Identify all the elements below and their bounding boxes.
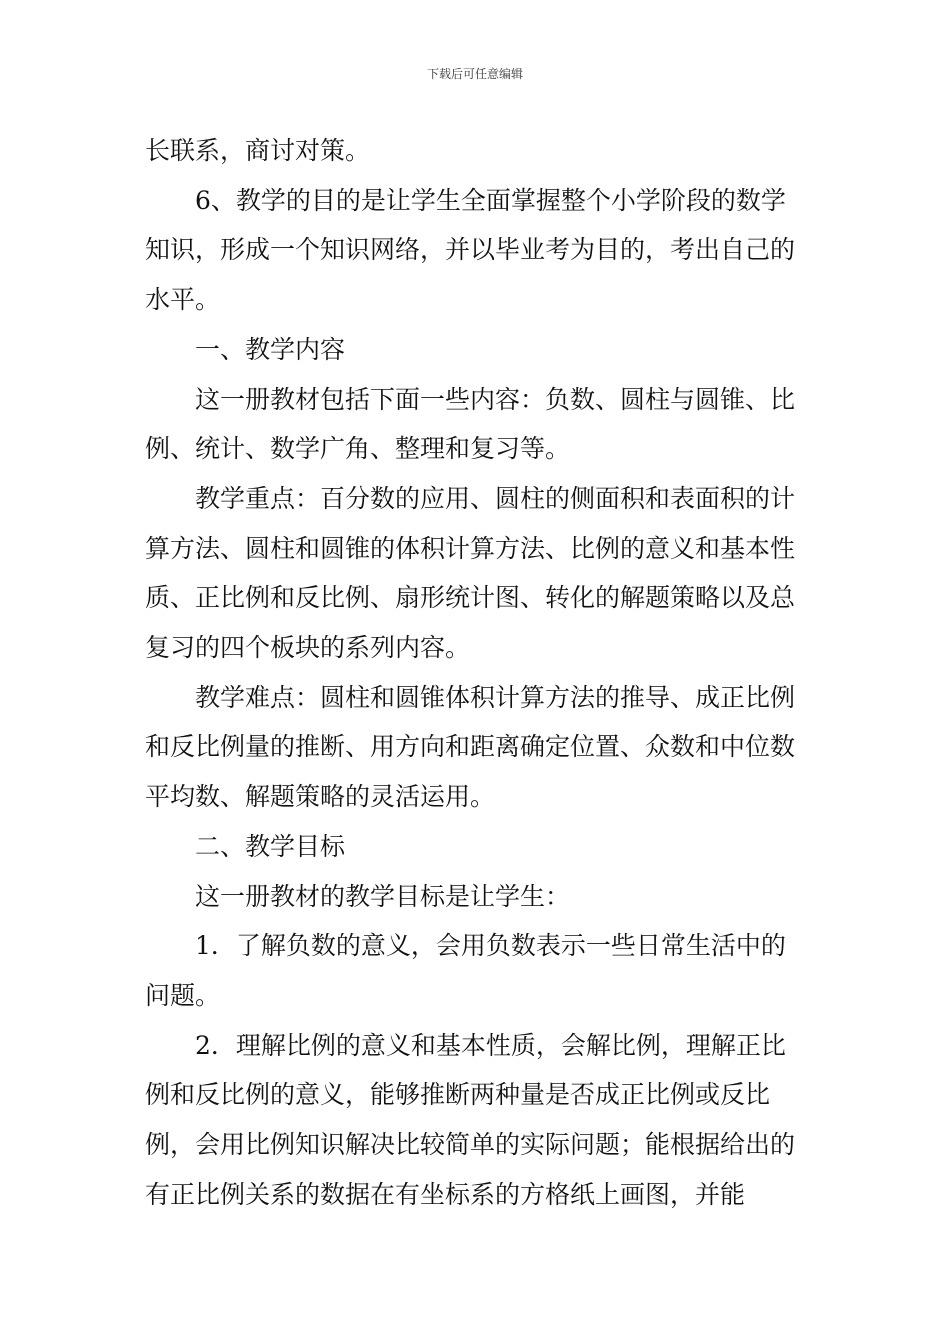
paragraph-difficult-points: 教学难点：圆柱和圆锥体积计算方法的推导、成正比例和反比例量的推断、用方向和距离确定位置、众数和中位数平均数、解题策略的灵活运用。: [145, 682, 796, 812]
paragraph-item-6: 6、教学的目的是让学生全面掌握整个小学阶段的数学知识，形成一个知识网络，并以毕业考为目的，考出自己的水平。: [145, 185, 796, 315]
paragraph-goal-1: 1．了解负数的意义，会用负数表示一些日常生活中的问题。: [145, 931, 786, 1010]
paragraph-goal-2: 2．理解比例的意义和基本性质，会解比例，理解正比例和反比例的意义，能够推断两种量是否成正比例或反比例，会用比例知识解决比较简单的实际问题；能根据给出的有正比例关系的数据在有坐标系的方格纸上画图，并能: [145, 1030, 796, 1209]
section-heading-teaching-content: 一、教学内容: [195, 334, 346, 364]
paragraph-content-overview: 这一册教材包括下面一些内容：负数、圆柱与圆锥、比例、统计、数学广角、整理和复习等。: [145, 384, 796, 464]
paragraph-goals-intro: 这一册教材的教学目标是让学生：: [195, 881, 571, 911]
document-body: [145, 126, 810, 1219]
page-header: 下载后可任意编辑: [426, 67, 523, 81]
paragraph-continuation: 长联系，商讨对策。: [145, 136, 371, 165]
paragraph-key-points: 教学重点：百分数的应用、圆柱的侧面积和表面积的计算方法、圆柱和圆锥的体积计算方法、比例的意义和基本性质、正比例和反比例、扇形统计图、转化的解题策略以及总复习的四个板块的系列内容。: [145, 483, 796, 663]
section-heading-teaching-goals: 二、教学目标: [195, 831, 346, 861]
